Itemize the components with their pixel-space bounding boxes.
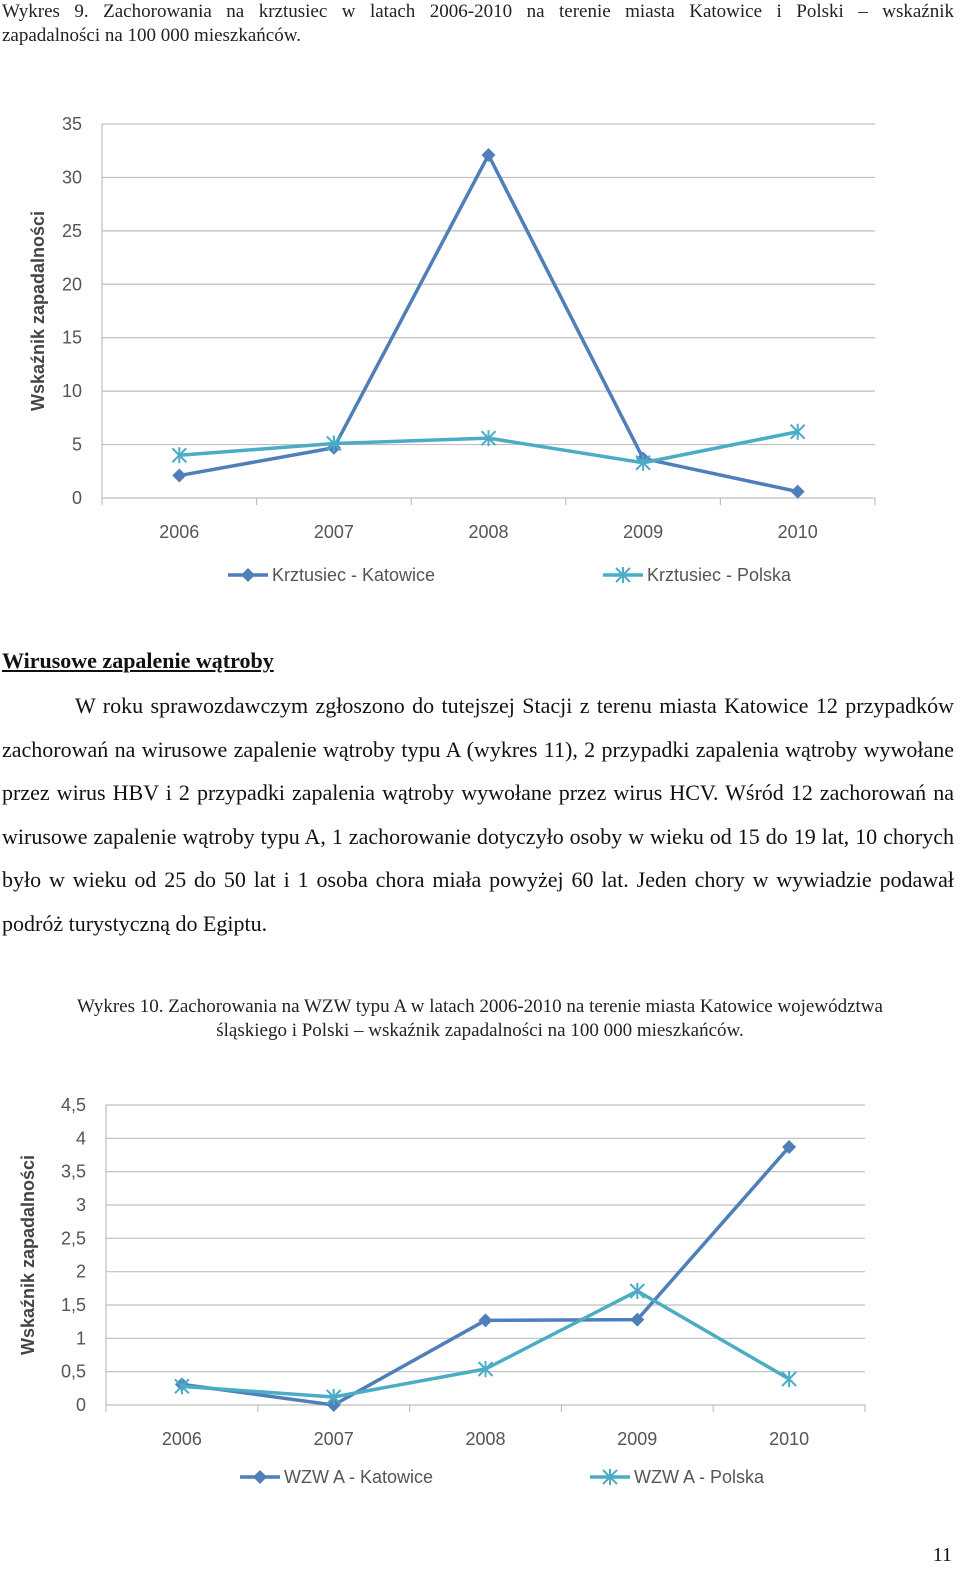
chart2-data-point-2 xyxy=(630,1283,644,1299)
chart2-y-tick-label: 0 xyxy=(75,1395,86,1415)
chart2-caption-line2: śląskiego i Polski – wskaźnik zapadalności na 100 000 mieszkańców. xyxy=(216,1020,744,1041)
chart1-legend-marker xyxy=(241,568,255,582)
chart2-x-tick-label: 2007 xyxy=(313,1429,354,1449)
chart1-x-tick-label: 2010 xyxy=(777,522,818,542)
chart1-y-tick-label: 0 xyxy=(71,488,82,508)
chart2-x-tick-label: 2010 xyxy=(769,1429,810,1449)
chart1-data-point-1 xyxy=(482,148,496,162)
chart2-y-tick-label: 3,5 xyxy=(60,1161,86,1182)
chart2-y-tick-label: 3 xyxy=(75,1195,86,1215)
chart1-data-point-1 xyxy=(172,469,186,483)
chart2-caption-line1: Wykres 10. Zachorowania na WZW typu A w latach 2006-2010 na terenie miasta Katowice województwa xyxy=(77,996,883,1017)
chart2-y-axis-title: Wskaźnik zapadalności xyxy=(18,1154,38,1356)
section-paragraph xyxy=(2,684,954,946)
chart2-legend-entry-1 xyxy=(240,1467,433,1487)
chart2-caption xyxy=(0,995,960,1043)
chart1-y-tick-label: 10 xyxy=(61,381,82,402)
chart-krztusiec xyxy=(0,100,960,610)
chart1-x-tick-label: 2007 xyxy=(313,522,354,542)
chart1-x-tick-label: 2006 xyxy=(159,522,200,542)
chart2-legend-marker xyxy=(253,1470,267,1484)
chart1-y-tick-label: 15 xyxy=(61,327,82,348)
chart2-legend-entry-2 xyxy=(590,1467,765,1487)
chart1-legend-label: Krztusiec - Polska xyxy=(647,565,792,585)
chart1-x-tick-label: 2009 xyxy=(623,522,664,542)
chart-wzw-a-svg xyxy=(0,1080,960,1510)
chart-krztusiec-svg xyxy=(0,100,960,610)
chart2-legend-label: WZW A - Katowice xyxy=(284,1467,434,1487)
chart1-x-tick-label: 2008 xyxy=(468,522,509,542)
chart2-series-line-2 xyxy=(182,1291,789,1397)
chart2-y-tick-label: 4 xyxy=(75,1128,86,1149)
chart2-y-tick-label: 1 xyxy=(75,1328,86,1349)
chart1-legend-entry-2 xyxy=(603,565,792,585)
section-heading: Wirusowe zapalenie wątroby xyxy=(2,648,274,673)
section-paragraph-text: W roku sprawozdawczym zgłoszono do tutejszej Stacji z terenu miasta Katowice 12 przypadków zachorowań na wirusowe zapalenie wątroby typu A (wykres 11), 2 przypadki zapalenia wątroby wywołane przez wirus HBV i 2 przypadki zapalenia wątroby wywołane przez wirus HCV. Wśród 12 zachorowań na wirusowe zapalenie wątroby typu A, 1 zachorowanie dotyczyło osoby w wieku od 15 do 19 lat, 10 chorych było w wieku od 25 do 50 lat i 1 osoba chora miała powyżej 60 lat. Jeden chory w wywiadzie podawał podróż turystyczną do Egiptu. xyxy=(2,693,954,936)
chart1-caption-line1: Wykres 9. Zachorowania na krztusiec w latach 2006-2010 na terenie miasta Katowice i Polski – wskaźnik xyxy=(2,1,954,22)
chart2-x-tick-label: 2006 xyxy=(161,1429,202,1449)
chart1-y-axis-title: Wskaźnik zapadalności xyxy=(28,210,48,412)
chart1-y-tick-label: 30 xyxy=(61,167,82,188)
chart1-legend-entry-1 xyxy=(228,565,435,585)
chart1-legend-label: Krztusiec - Katowice xyxy=(272,565,436,585)
chart2-y-tick-label: 4,5 xyxy=(60,1095,86,1115)
chart1-y-tick-label: 20 xyxy=(61,274,82,295)
chart1-caption-line2: zapadalności na 100 000 mieszkańców. xyxy=(2,25,301,46)
chart2-y-tick-label: 2 xyxy=(75,1261,86,1282)
chart2-x-tick-label: 2009 xyxy=(617,1429,658,1449)
chart-wzw-a xyxy=(0,1080,960,1510)
chart2-y-tick-label: 2,5 xyxy=(60,1228,86,1249)
chart2-y-tick-label: 1,5 xyxy=(60,1295,86,1315)
chart1-data-point-1 xyxy=(791,485,805,499)
chart1-caption xyxy=(2,0,954,48)
chart1-y-tick-label: 35 xyxy=(61,114,82,134)
chart2-data-point-1 xyxy=(479,1313,493,1327)
chart1-y-tick-label: 5 xyxy=(71,434,82,455)
chart2-legend-label: WZW A - Polska xyxy=(634,1467,765,1487)
chart1-y-tick-label: 25 xyxy=(61,220,82,241)
page-number: 11 xyxy=(932,1544,952,1566)
chart2-data-point-2 xyxy=(782,1371,796,1387)
chart2-y-tick-label: 0,5 xyxy=(60,1361,86,1382)
chart2-x-tick-label: 2008 xyxy=(465,1429,506,1449)
